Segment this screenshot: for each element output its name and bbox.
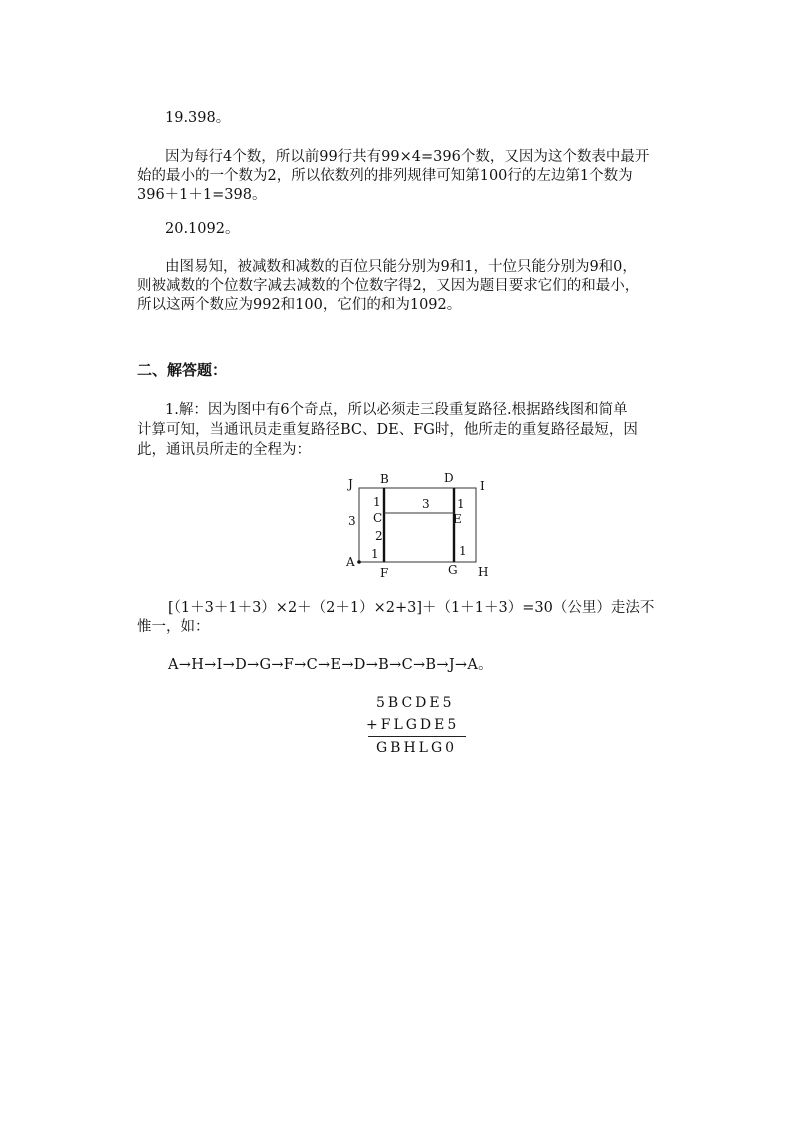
answer-20-line-3: 所以这两个数应为992和100，它们的和为1092。 — [137, 297, 462, 313]
label-e: E — [453, 512, 462, 526]
formula-line-2: 惟一，如： — [137, 619, 210, 635]
addition-puzzle — [366, 692, 476, 759]
route-diagram — [340, 470, 500, 585]
length-de: 1 — [457, 497, 465, 511]
answer-20-line-1: 由图易知，被减数和减数的百位只能分别为9和1，十位只能分别为9和0， — [165, 259, 637, 275]
answer-20-title: 20.1092。 — [165, 221, 240, 237]
length-cf-upper: 2 — [375, 529, 383, 543]
route-diagram-svg — [340, 470, 500, 585]
label-h: H — [478, 565, 489, 579]
q1-line-1: 1.解：因为图中有6个奇点，所以必须走三段重复路径.根据路线图和简单 — [165, 402, 628, 418]
length-ce: 3 — [422, 497, 430, 511]
q1-line-3: 此，通讯员所走的全程为： — [137, 442, 311, 458]
point-a — [357, 560, 361, 564]
label-i: I — [480, 479, 485, 493]
label-f: F — [380, 566, 389, 580]
answer-19-line-1: 因为每行4个数，所以前99行共有99×4=396个数，又因为这个数表中最开 — [165, 149, 650, 165]
label-d: D — [444, 471, 454, 485]
answer-19-line-3: 396＋1＋1=398。 — [137, 187, 267, 203]
puzzle-row-2: +FLGDE5 — [366, 717, 460, 733]
label-c: C — [373, 511, 383, 525]
route-sequence: A→H→I→D→G→F→C→E→D→B→C→B→J→A。 — [168, 657, 493, 673]
puzzle-row-1: 5BCDE5 — [376, 695, 455, 711]
length-cf-lower: 1 — [371, 547, 379, 561]
puzzle-row-3: GBHLG0 — [376, 740, 458, 756]
label-g: G — [448, 563, 458, 577]
length-ja: 3 — [348, 514, 356, 528]
length-eg: 1 — [459, 544, 467, 558]
label-b: B — [380, 472, 389, 486]
length-bc: 1 — [373, 495, 381, 509]
answer-19-line-2: 始的最小的一个数为2，所以依数列的排列规律可知第100行的左边第1个数为 — [137, 168, 633, 184]
answer-19-title: 19.398。 — [165, 110, 231, 126]
label-a: A — [346, 555, 355, 569]
answer-20-line-2: 则被减数的个位数字减去减数的个位数字得2，又因为题目要求它们的和最小， — [137, 278, 640, 294]
formula-line-1: [（1＋3＋1＋3）×2＋（2＋1）×2+3]＋（1＋1＋3）=30（公里）走法不 — [168, 600, 655, 616]
label-j: J — [348, 477, 353, 491]
section-2-heading: 二、解答题： — [137, 361, 228, 379]
q1-line-2: 计算可知，当通讯员走重复路径BC、DE、FG时，他所走的重复路径最短，因 — [137, 422, 638, 438]
